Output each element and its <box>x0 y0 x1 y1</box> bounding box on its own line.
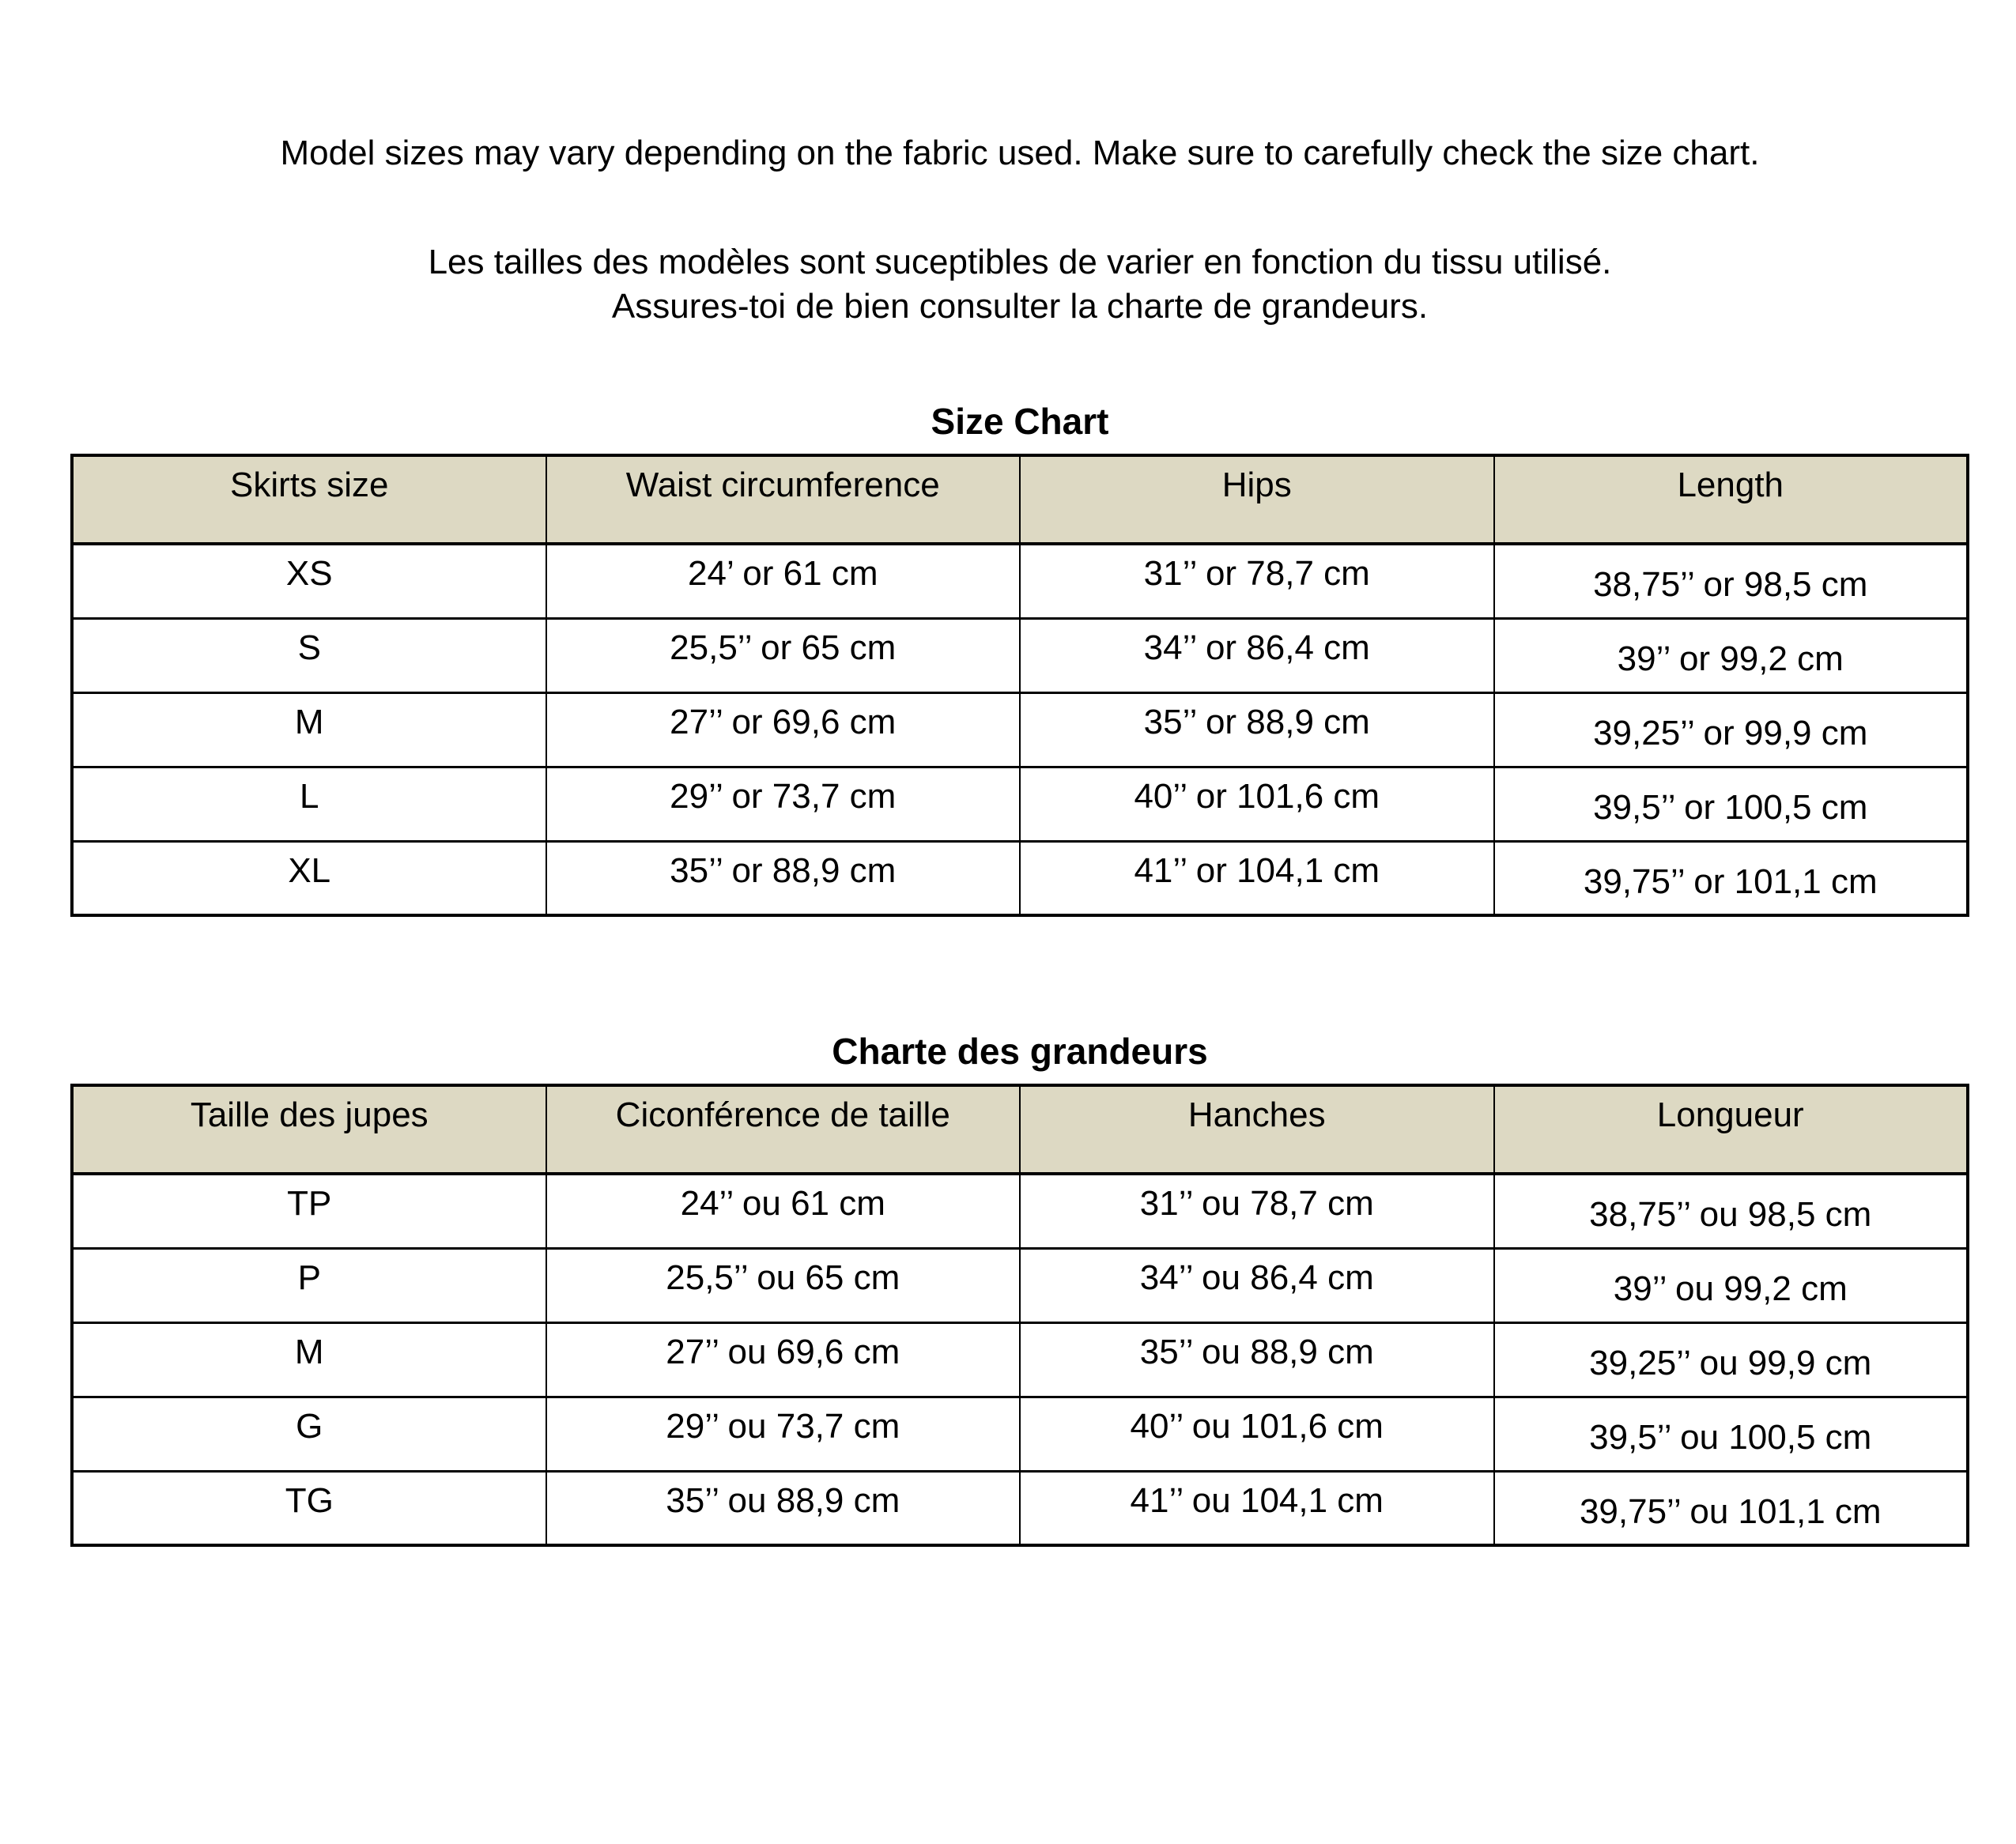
measurement-cell: 39’’ or 99,2 cm <box>1494 618 1969 692</box>
charte-grandeurs-title: Charte des grandeurs <box>832 1031 1208 1072</box>
measurement-cell: 24’ or 61 cm <box>546 544 1021 618</box>
table-row <box>72 1471 1968 1545</box>
measurement-cell: 27’’ ou 69,6 cm <box>546 1322 1021 1397</box>
column-header: Hips <box>1020 455 1494 544</box>
size-label-cell: M <box>72 692 546 767</box>
size-label-cell: XS <box>72 544 546 618</box>
measurement-cell: 39,75’’ or 101,1 cm <box>1494 841 1969 915</box>
table-body <box>72 544 1968 915</box>
table-row <box>72 1397 1968 1471</box>
size-chart-title: Size Chart <box>931 401 1109 442</box>
measurement-cell: 25,5’’ ou 65 cm <box>546 1248 1021 1322</box>
table-row <box>72 1322 1968 1397</box>
measurement-cell: 27’’ or 69,6 cm <box>546 692 1021 767</box>
measurement-cell: 31’’ ou 78,7 cm <box>1020 1174 1494 1248</box>
column-header: Ciconférence de taille <box>546 1085 1021 1174</box>
measurement-cell: 39,5’’ or 100,5 cm <box>1494 767 1969 841</box>
column-header: Waist circumference <box>546 455 1021 544</box>
column-header: Hanches <box>1020 1085 1494 1174</box>
measurement-cell: 41’’ ou 104,1 cm <box>1020 1471 1494 1545</box>
table-row <box>72 692 1968 767</box>
column-header: Length <box>1494 455 1969 544</box>
measurement-cell: 39’’ ou 99,2 cm <box>1494 1248 1969 1322</box>
table-header <box>72 455 1968 544</box>
measurement-cell: 29’’ or 73,7 cm <box>546 767 1021 841</box>
intro-french-line-2: Assures-toi de bien consulter la charte de grandeurs. <box>611 287 1429 326</box>
table-row <box>72 841 1968 915</box>
page-content <box>70 133 1969 1547</box>
intro-french-line-1: Les tailles des modèles sont suceptibles de varier en fonction du tissu utilisé. <box>428 243 1612 281</box>
measurement-cell: 39,25’’ ou 99,9 cm <box>1494 1322 1969 1397</box>
measurement-cell: 41’’ or 104,1 cm <box>1020 841 1494 915</box>
table-row <box>72 1248 1968 1322</box>
table-row <box>72 618 1968 692</box>
column-header: Taille des jupes <box>72 1085 546 1174</box>
measurement-cell: 25,5’’ or 65 cm <box>546 618 1021 692</box>
table-row <box>72 1174 1968 1248</box>
size-label-cell: M <box>72 1322 546 1397</box>
measurement-cell: 35’’ ou 88,9 cm <box>546 1471 1021 1545</box>
header-row <box>72 455 1968 544</box>
measurement-cell: 38,75’’ or 98,5 cm <box>1494 544 1969 618</box>
size-label-cell: P <box>72 1248 546 1322</box>
column-header: Longueur <box>1494 1085 1969 1174</box>
column-header: Skirts size <box>72 455 546 544</box>
measurement-cell: 39,25’’ or 99,9 cm <box>1494 692 1969 767</box>
size-chart-table-english <box>70 454 1969 917</box>
size-chart-table-french <box>70 1084 1969 1547</box>
table-row <box>72 544 1968 618</box>
measurement-cell: 34’’ ou 86,4 cm <box>1020 1248 1494 1322</box>
size-label-cell: TG <box>72 1471 546 1545</box>
measurement-cell: 34’’ or 86,4 cm <box>1020 618 1494 692</box>
size-label-cell: L <box>72 767 546 841</box>
size-label-cell: S <box>72 618 546 692</box>
size-label-cell: XL <box>72 841 546 915</box>
measurement-cell: 24’’ ou 61 cm <box>546 1174 1021 1248</box>
measurement-cell: 39,75’’ ou 101,1 cm <box>1494 1471 1969 1545</box>
header-row <box>72 1085 1968 1174</box>
measurement-cell: 39,5’’ ou 100,5 cm <box>1494 1397 1969 1471</box>
table-header <box>72 1085 1968 1174</box>
measurement-cell: 35’’ ou 88,9 cm <box>1020 1322 1494 1397</box>
table-row <box>72 767 1968 841</box>
intro-text-french <box>70 240 1969 329</box>
measurement-cell: 35’’ or 88,9 cm <box>1020 692 1494 767</box>
size-label-cell: G <box>72 1397 546 1471</box>
size-label-cell: TP <box>72 1174 546 1248</box>
measurement-cell: 40’’ ou 101,6 cm <box>1020 1397 1494 1471</box>
table-body <box>72 1174 1968 1545</box>
measurement-cell: 38,75’’ ou 98,5 cm <box>1494 1174 1969 1248</box>
measurement-cell: 35’’ or 88,9 cm <box>546 841 1021 915</box>
intro-text-english: Model sizes may vary depending on the fabric used. Make sure to carefully check the size chart. <box>280 134 1760 172</box>
document-page <box>0 133 2016 1844</box>
measurement-cell: 31’’ or 78,7 cm <box>1020 544 1494 618</box>
measurement-cell: 29’’ ou 73,7 cm <box>546 1397 1021 1471</box>
measurement-cell: 40’’ or 101,6 cm <box>1020 767 1494 841</box>
